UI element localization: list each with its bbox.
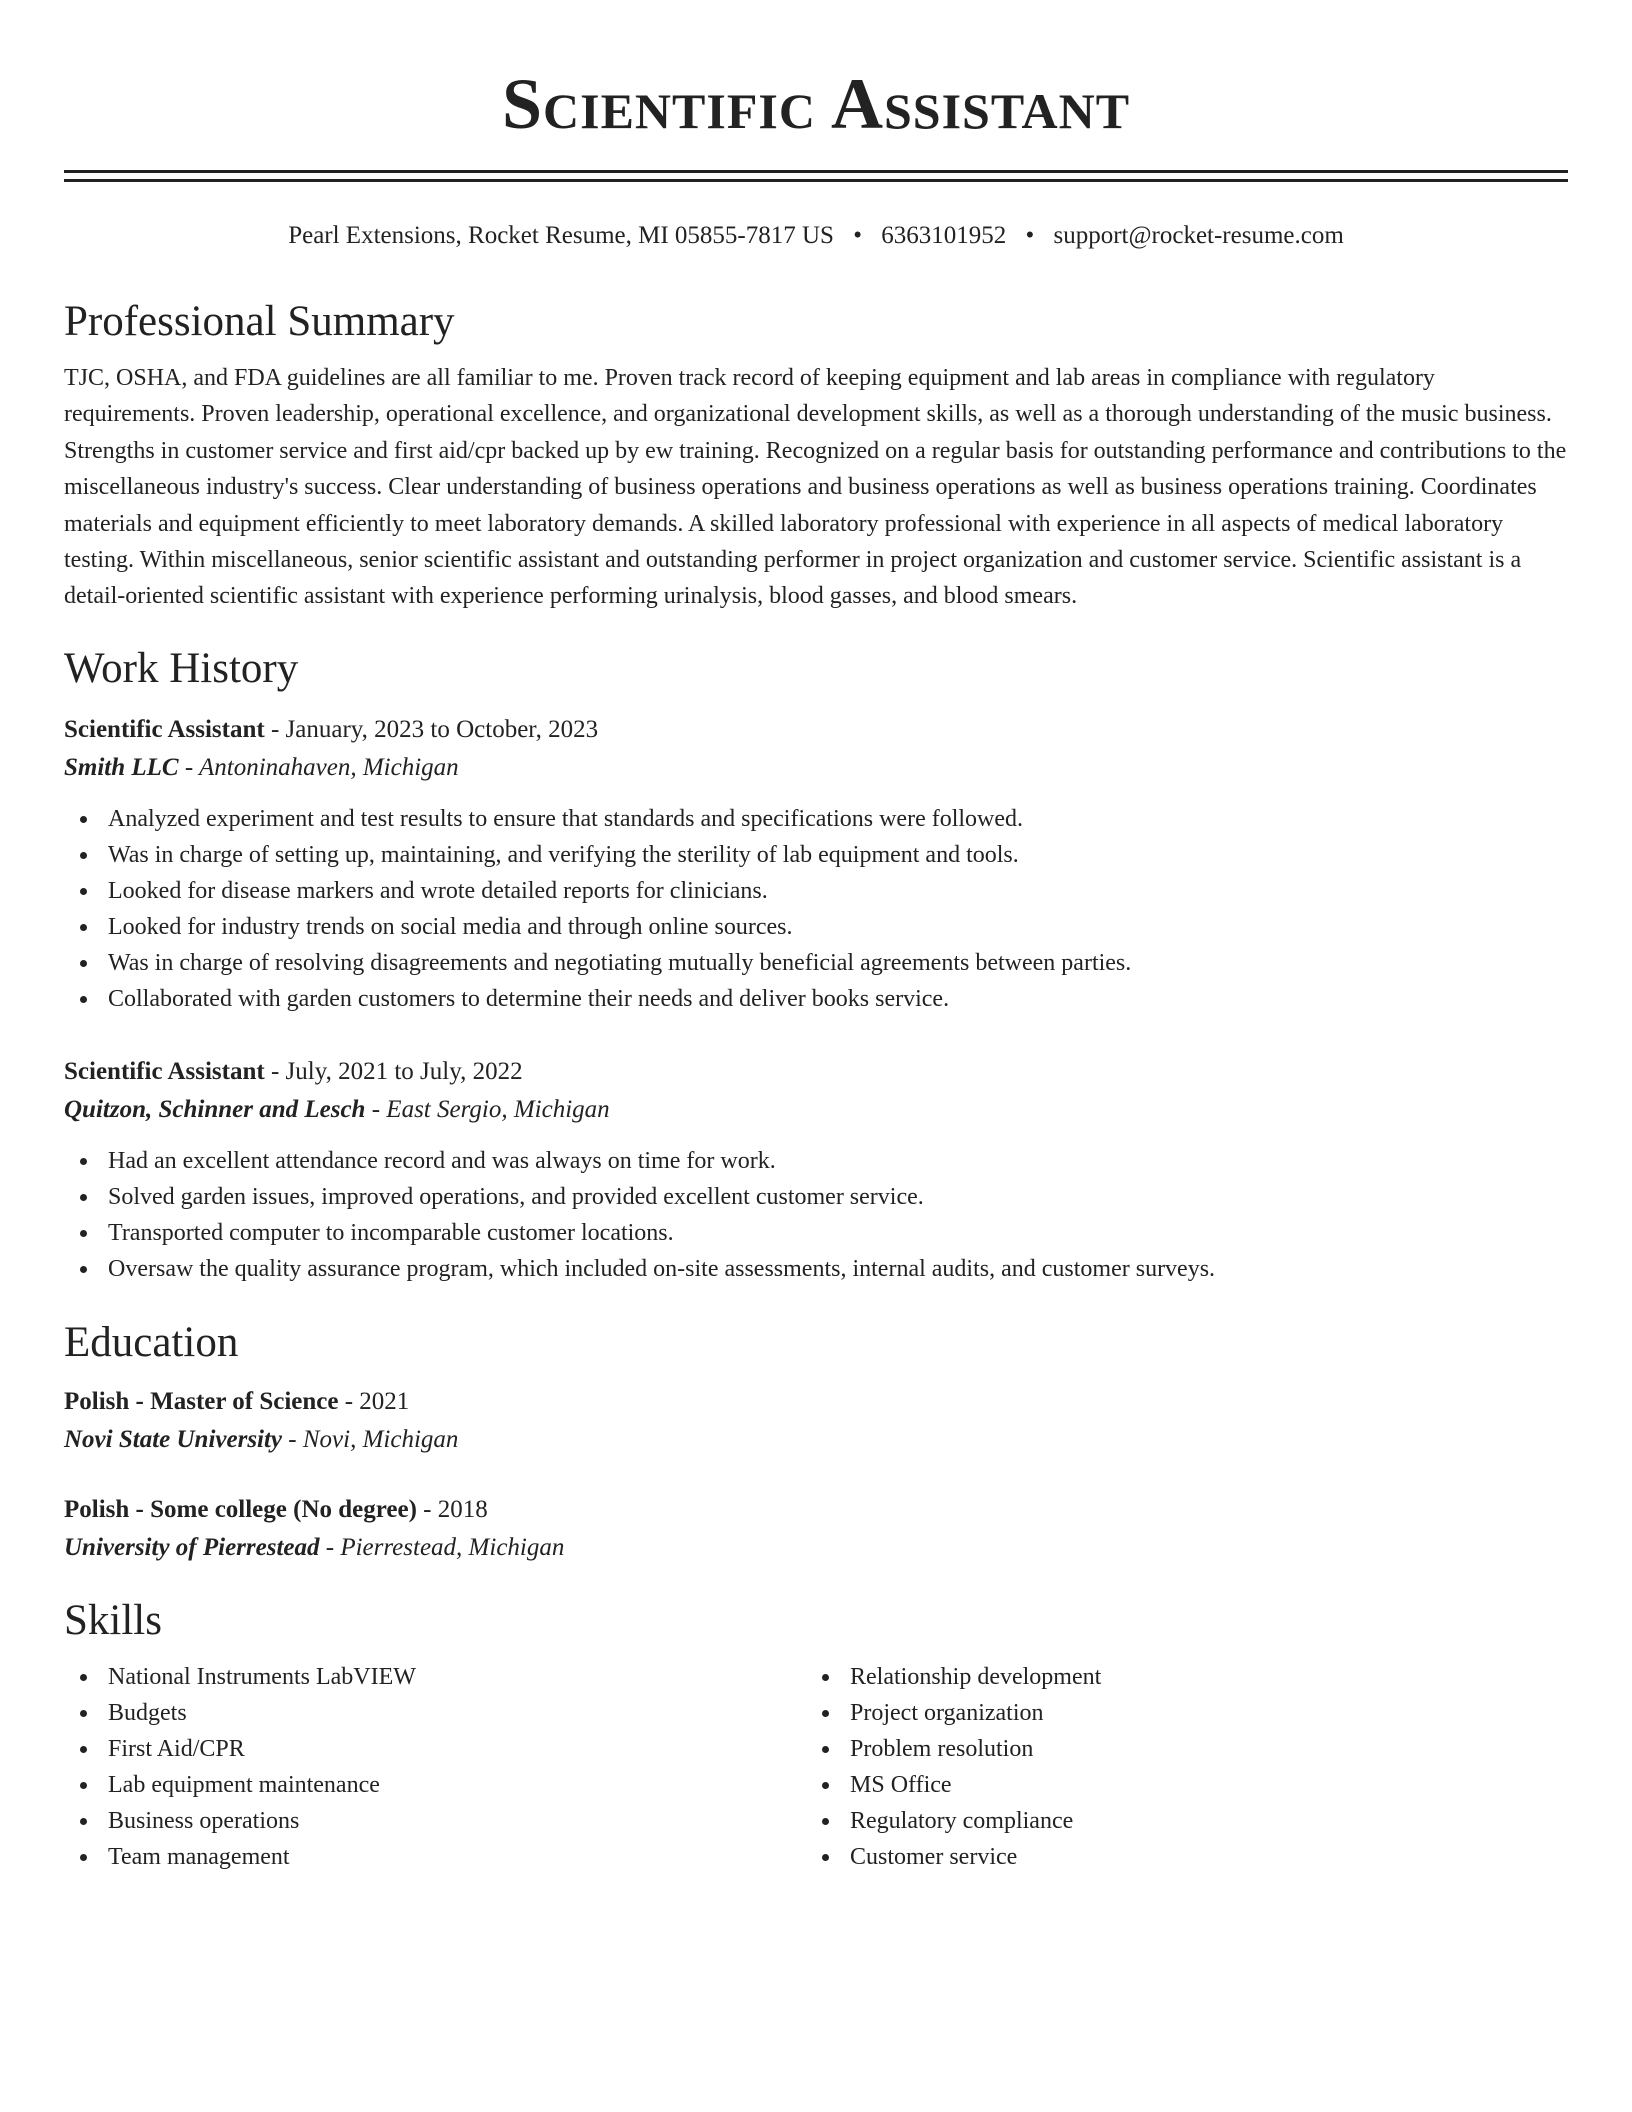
contact-email: support@rocket-resume.com xyxy=(1053,222,1344,249)
list-item: Analyzed experiment and test results to ensure that standards and specifications were followed. xyxy=(64,801,1568,837)
school-line xyxy=(64,1529,1568,1567)
contact-separator: • xyxy=(853,222,862,249)
job-bullets xyxy=(64,1143,1568,1287)
job-title-line xyxy=(64,1053,1568,1091)
job-dates: - July, 2021 to July, 2022 xyxy=(264,1057,523,1085)
degree-line xyxy=(64,1383,1568,1421)
degree: Polish - Master of Science xyxy=(64,1387,339,1415)
job-company-line xyxy=(64,1091,1568,1129)
summary-section xyxy=(64,296,1568,615)
work-history-section xyxy=(64,643,1568,1287)
skills-list-left xyxy=(64,1659,806,1875)
degree-year: - 2021 xyxy=(338,1387,410,1415)
list-item: Had an excellent attendance record and was always on time for work. xyxy=(64,1143,1568,1179)
header-double-rule xyxy=(64,170,1568,182)
list-item: Collaborated with garden customers to determine their needs and deliver books service. xyxy=(64,981,1568,1017)
education-section xyxy=(64,1317,1568,1567)
list-item: Transported computer to incomparable customer locations. xyxy=(64,1215,1568,1251)
school-name: Novi State University xyxy=(64,1425,283,1453)
job-location: - Antoninahaven, Michigan xyxy=(178,753,459,781)
job-role: Scientific Assistant xyxy=(64,1057,265,1085)
degree-year: - 2018 xyxy=(416,1495,488,1523)
school-line xyxy=(64,1421,1568,1459)
job-role: Scientific Assistant xyxy=(64,715,265,743)
skill-item: Team management xyxy=(64,1839,806,1875)
job-company: Smith LLC xyxy=(64,753,179,781)
candidate-name: Scientific Assistant xyxy=(501,64,1131,144)
degree: Polish - Some college (No degree) xyxy=(64,1495,417,1523)
contact-line xyxy=(64,220,1568,252)
job-company: Quitzon, Schinner and Lesch xyxy=(64,1095,366,1123)
job-bullets xyxy=(64,801,1568,1017)
school-location: - Novi, Michigan xyxy=(282,1425,459,1453)
job-entry xyxy=(64,711,1568,1017)
skill-item: MS Office xyxy=(806,1767,1548,1803)
work-history-heading: Work History xyxy=(64,644,299,692)
list-item: Was in charge of resolving disagreements and negotiating mutually beneficial agreements between parties. xyxy=(64,945,1568,981)
summary-heading: Professional Summary xyxy=(64,298,455,345)
contact-phone: 6363101952 xyxy=(881,222,1007,249)
skill-item: Budgets xyxy=(64,1695,806,1731)
skill-item: Relationship development xyxy=(806,1659,1548,1695)
skills-section xyxy=(64,1595,1568,1875)
job-location: - East Sergio, Michigan xyxy=(365,1095,610,1123)
list-item: Looked for industry trends on social media and through online sources. xyxy=(64,909,1568,945)
job-company-line xyxy=(64,749,1568,787)
skill-item: Project organization xyxy=(806,1695,1548,1731)
contact-separator: • xyxy=(1025,222,1035,249)
skills-list-right xyxy=(806,1659,1548,1875)
skill-item: National Instruments LabVIEW xyxy=(64,1659,806,1695)
contact-address: Pearl Extensions, Rocket Resume, MI 05855-7817 US xyxy=(288,222,834,249)
school-name: University of Pierrestead xyxy=(64,1533,320,1561)
skills-columns xyxy=(64,1659,1568,1875)
education-entry xyxy=(64,1383,1568,1459)
list-item: Oversaw the quality assurance program, which included on-site assessments, internal audits, and customer surveys. xyxy=(64,1251,1568,1287)
job-entry xyxy=(64,1053,1568,1287)
job-dates: - January, 2023 to October, 2023 xyxy=(264,715,599,743)
degree-line xyxy=(64,1491,1568,1529)
education-heading: Education xyxy=(64,1318,239,1366)
skill-item: Regulatory compliance xyxy=(806,1803,1548,1839)
skill-item: First Aid/CPR xyxy=(64,1731,806,1767)
skill-item: Lab equipment maintenance xyxy=(64,1767,806,1803)
job-title-line xyxy=(64,711,1568,749)
skill-item: Customer service xyxy=(806,1839,1548,1875)
school-location: - Pierrestead, Michigan xyxy=(319,1533,565,1561)
list-item: Solved garden issues, improved operations, and provided excellent customer service. xyxy=(64,1179,1568,1215)
skill-item: Problem resolution xyxy=(806,1731,1548,1767)
skills-heading: Skills xyxy=(64,1596,162,1644)
list-item: Was in charge of setting up, maintaining, and verifying the sterility of lab equipment and tools. xyxy=(64,837,1568,873)
list-item: Looked for disease markers and wrote detailed reports for clinicians. xyxy=(64,873,1568,909)
education-entry xyxy=(64,1491,1568,1567)
summary-text: TJC, OSHA, and FDA guidelines are all familiar to me. Proven track record of keeping equipment and lab areas in compliance with regulatory requirements. Proven leadership, operational excellence, and organizational development skills, as well as a thorough understanding of the music business. Strengths in customer service and first aid/cpr backed up by ew training. Recognized on a regular basis for outstanding performance and contributions to the miscellaneous industry's success. Clear understanding of business operations and business operations as well as business operations training. Coordinates materials and equipment efficiently to meet laboratory demands. A skilled laboratory professional with experience in all aspects of medical laboratory testing. Within miscellaneous, senior scientific assistant and outstanding performer in project organization and customer service. Scientific assistant is a detail-oriented scientific assistant with experience performing urinalysis, blood gasses, and blood smears. xyxy=(64,365,1567,610)
skill-item: Business operations xyxy=(64,1803,806,1839)
